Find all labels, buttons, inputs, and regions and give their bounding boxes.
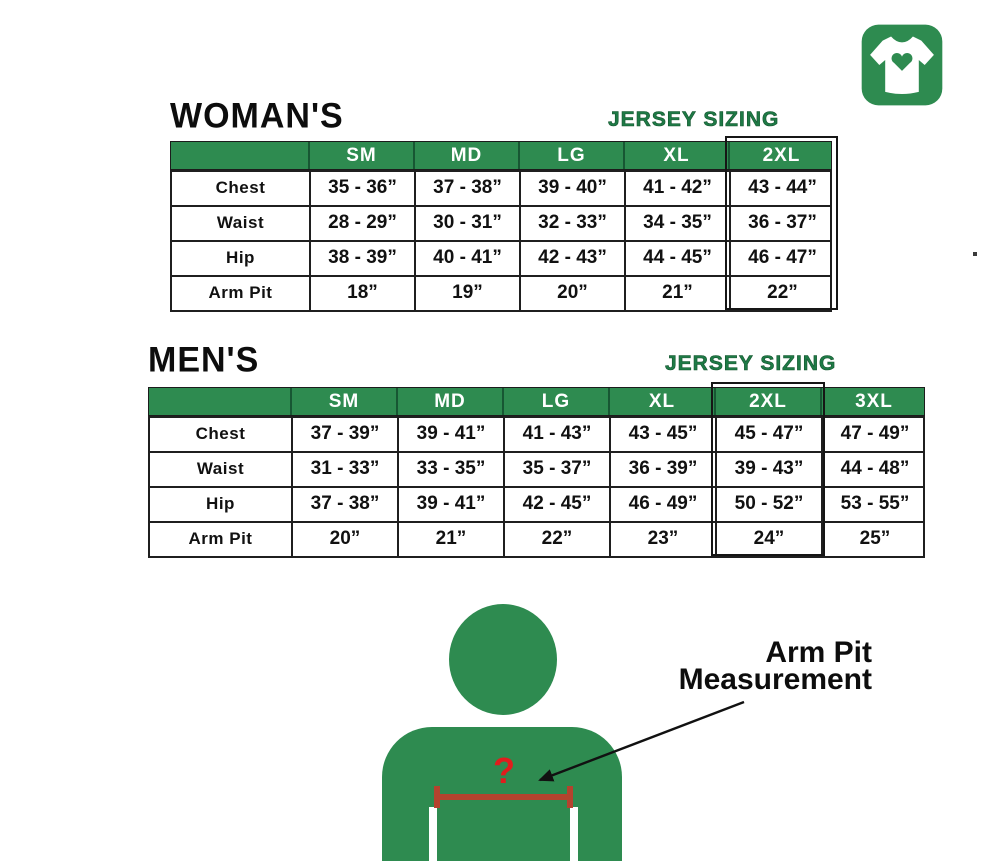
mens-section-title: MEN'S xyxy=(148,340,260,380)
womens-hip-2xl: 46 - 47” xyxy=(729,242,834,275)
womens-chest-label: Chest xyxy=(215,178,266,197)
womens-section-title: WOMAN'S xyxy=(170,96,344,136)
mens-armpit-2xl: 24” xyxy=(715,523,821,556)
womens-waist-sm: 28 - 29” xyxy=(309,207,414,240)
womens-armpit-xl: 21” xyxy=(624,277,729,310)
artifact-dot xyxy=(973,252,977,256)
mens-chest-md: 39 - 41” xyxy=(397,418,503,451)
womens-header-lg: LG xyxy=(518,142,623,169)
mens-chest-2xl: 45 - 47” xyxy=(715,418,821,451)
womens-sizing-table xyxy=(170,141,832,312)
mens-header-blank-cell xyxy=(149,388,290,415)
mens-chest-sm: 37 - 39” xyxy=(291,418,397,451)
pointer-arrow xyxy=(520,690,760,790)
mens-armpit-3xl: 25” xyxy=(821,523,927,556)
mens-chest-lg: 41 - 43” xyxy=(503,418,609,451)
womens-header-blank-cell xyxy=(171,142,308,169)
mens-header-2xl: 2XL xyxy=(714,388,820,415)
mens-hip-2xl: 50 - 52” xyxy=(715,488,821,521)
womens-armpit-label: Arm Pit xyxy=(208,283,273,302)
womens-header-xl: XL xyxy=(623,142,728,169)
armpit-measure-left-cap xyxy=(434,786,440,808)
table-row xyxy=(150,451,923,486)
mens-armpit-sm: 20” xyxy=(291,523,397,556)
table-row xyxy=(172,275,830,310)
mens-waist-2xl: 39 - 43” xyxy=(715,453,821,486)
mens-waist-sm: 31 - 33” xyxy=(291,453,397,486)
mens-header-md: MD xyxy=(396,388,502,415)
tshirt-heart-icon xyxy=(858,23,946,107)
mens-chest-xl: 43 - 45” xyxy=(609,418,715,451)
womens-jersey-sizing-subtitle: JERSEY SIZING xyxy=(608,108,780,131)
womens-waist-md: 30 - 31” xyxy=(414,207,519,240)
womens-waist-xl: 34 - 35” xyxy=(624,207,729,240)
armpit-measurement-label-line2: Measurement xyxy=(678,663,872,696)
womens-waist-2xl: 36 - 37” xyxy=(729,207,834,240)
mens-sizing-table xyxy=(148,387,925,558)
womens-chest-lg: 39 - 40” xyxy=(519,172,624,205)
table-row xyxy=(150,486,923,521)
mens-waist-lg: 35 - 37” xyxy=(503,453,609,486)
mens-hip-xl: 46 - 49” xyxy=(609,488,715,521)
mens-chest-3xl: 47 - 49” xyxy=(821,418,927,451)
mens-jersey-sizing-subtitle: JERSEY SIZING xyxy=(665,352,837,375)
womens-armpit-lg: 20” xyxy=(519,277,624,310)
womens-chest-xl: 41 - 42” xyxy=(624,172,729,205)
womens-armpit-md: 19” xyxy=(414,277,519,310)
womens-hip-label: Hip xyxy=(226,248,255,267)
mens-hip-3xl: 53 - 55” xyxy=(821,488,927,521)
mens-waist-md: 33 - 35” xyxy=(397,453,503,486)
mens-hip-md: 39 - 41” xyxy=(397,488,503,521)
mens-header-sm: SM xyxy=(290,388,396,415)
mens-hip-label: Hip xyxy=(206,494,235,513)
mens-chest-label: Chest xyxy=(195,424,246,443)
womens-armpit-2xl: 22” xyxy=(729,277,834,310)
womens-header-sm: SM xyxy=(308,142,413,169)
mens-armpit-md: 21” xyxy=(397,523,503,556)
table-row xyxy=(150,521,923,556)
womens-hip-lg: 42 - 43” xyxy=(519,242,624,275)
mens-waist-label: Waist xyxy=(196,459,245,478)
mens-header-xl: XL xyxy=(608,388,714,415)
womens-table-body xyxy=(170,170,832,312)
mens-armpit-label: Arm Pit xyxy=(188,529,253,548)
armpit-measure-line xyxy=(434,794,573,800)
mens-armpit-lg: 22” xyxy=(503,523,609,556)
womens-chest-2xl: 43 - 44” xyxy=(729,172,834,205)
womens-chest-sm: 35 - 36” xyxy=(309,172,414,205)
womens-table-header-row xyxy=(170,141,832,170)
mens-waist-3xl: 44 - 48” xyxy=(821,453,927,486)
mens-waist-xl: 36 - 39” xyxy=(609,453,715,486)
question-mark: ? xyxy=(493,750,515,791)
womens-armpit-sm: 18” xyxy=(309,277,414,310)
mens-header-3xl: 3XL xyxy=(820,388,926,415)
mens-table-header-row xyxy=(148,387,925,416)
mens-armpit-xl: 23” xyxy=(609,523,715,556)
armpit-measurement-label xyxy=(600,636,872,696)
womens-header-md: MD xyxy=(413,142,518,169)
table-row xyxy=(150,418,923,451)
table-row xyxy=(172,172,830,205)
mens-hip-sm: 37 - 38” xyxy=(291,488,397,521)
womens-hip-sm: 38 - 39” xyxy=(309,242,414,275)
table-row xyxy=(172,240,830,275)
womens-hip-xl: 44 - 45” xyxy=(624,242,729,275)
mens-table-body xyxy=(148,416,925,558)
womens-waist-lg: 32 - 33” xyxy=(519,207,624,240)
figure-left-arm-separator xyxy=(429,807,437,861)
womens-waist-label: Waist xyxy=(216,213,265,232)
womens-chest-md: 37 - 38” xyxy=(414,172,519,205)
mens-hip-lg: 42 - 45” xyxy=(503,488,609,521)
table-row xyxy=(172,205,830,240)
womens-header-2xl: 2XL xyxy=(728,142,833,169)
mens-header-lg: LG xyxy=(502,388,608,415)
womens-hip-md: 40 - 41” xyxy=(414,242,519,275)
armpit-measurement-label-line1: Arm Pit xyxy=(765,636,872,669)
figure-right-arm-separator xyxy=(570,807,578,861)
